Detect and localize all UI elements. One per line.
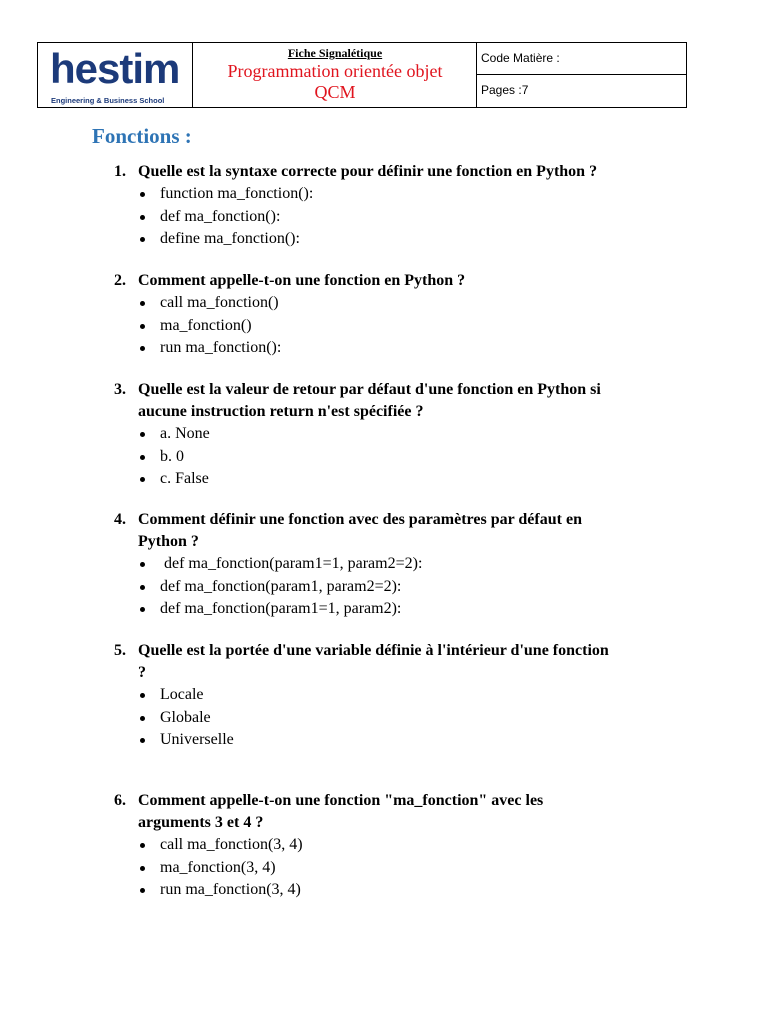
answer-option-text: function ma_fonction(): <box>160 185 314 202</box>
answer-option <box>114 857 674 879</box>
question-item <box>114 509 684 621</box>
answer-option <box>114 879 674 901</box>
logo-wordmark: hestim <box>50 45 180 92</box>
logo-tagline: Engineering & Business School <box>51 96 165 105</box>
question-text: Quelle est la syntaxe correcte pour définir une fonction en Python ? <box>138 163 598 180</box>
answer-option-text: def ma_fonction(): <box>160 207 281 225</box>
question-number: 4. <box>114 511 126 528</box>
question-item <box>114 161 684 251</box>
bullet-icon <box>140 477 145 482</box>
answer-option-text: c. False <box>160 470 209 487</box>
answer-option <box>114 292 674 314</box>
answer-option <box>114 553 674 575</box>
answer-option-text: run ma_fonction(3, 4) <box>160 881 301 898</box>
answer-option <box>114 315 674 337</box>
answer-option-text: def ma_fonction(param1=1, param2=2): <box>160 555 423 572</box>
question-text: Comment appelle-t-on une fonction en Python ? <box>138 272 466 289</box>
answer-option-text: def ma_fonction(param1=1, param2): <box>160 600 402 617</box>
bullet-icon <box>140 324 145 329</box>
answer-option-text: b. 0 <box>160 447 184 465</box>
section-title: Fonctions : <box>92 124 192 148</box>
pages-label: Pages :7 <box>481 83 529 97</box>
answer-option-text: Globale <box>160 708 211 726</box>
answer-option <box>114 337 674 359</box>
bullet-icon <box>140 192 145 197</box>
answer-option-text: Locale <box>160 686 204 703</box>
question-text: ? <box>138 664 146 681</box>
question-number: 3. <box>114 381 126 398</box>
bullet-icon <box>140 237 145 242</box>
question-text: Comment définir une fonction avec des paramètres par défaut en <box>138 511 582 528</box>
answer-option <box>114 183 674 205</box>
qcm-label: QCM <box>314 82 356 102</box>
bullet-icon <box>140 301 145 306</box>
fiche-label: Fiche Signalétique <box>287 46 383 60</box>
answer-option-text: ma_fonction(3, 4) <box>160 858 276 876</box>
header-title-cell <box>193 43 477 107</box>
bullet-icon <box>140 738 145 743</box>
bullet-icon <box>140 866 145 871</box>
question-item <box>114 790 684 902</box>
question-item <box>114 640 684 752</box>
hestim-logo <box>50 45 184 105</box>
question-text: Python ? <box>138 533 199 550</box>
answer-option <box>114 576 674 598</box>
question-number: 6. <box>114 792 126 809</box>
answer-option-text: def ma_fonction(param1, param2=2): <box>160 577 402 595</box>
answer-option-text: a. None <box>160 425 210 442</box>
document-header <box>37 42 687 108</box>
bullet-icon <box>140 843 145 848</box>
question-number: 1. <box>114 163 126 180</box>
question-text: Quelle est la valeur de retour par défaut d'une fonction en Python si <box>138 381 601 398</box>
answer-option <box>114 707 674 729</box>
bullet-icon <box>140 562 145 567</box>
question-number: 2. <box>114 272 126 289</box>
question-number: 5. <box>114 642 126 659</box>
bullet-icon <box>140 693 145 698</box>
question-item <box>114 270 684 360</box>
answer-option <box>114 468 674 490</box>
answer-option-text: call ma_fonction() <box>160 294 279 311</box>
question-item <box>114 379 684 491</box>
answer-option-text: ma_fonction() <box>160 316 252 334</box>
bullet-icon <box>140 607 145 612</box>
answer-option <box>114 228 674 250</box>
bullet-icon <box>140 455 145 460</box>
question-text: Quelle est la portée d'une variable définie à l'intérieur d'une fonction <box>138 642 609 659</box>
answer-option <box>114 834 674 856</box>
answer-option <box>114 684 674 706</box>
question-text: arguments 3 et 4 ? <box>138 814 264 831</box>
header-divider <box>477 74 686 75</box>
answer-option-text: Universelle <box>160 731 234 748</box>
bullet-icon <box>140 432 145 437</box>
course-title: Programmation orientée objet <box>227 61 443 81</box>
answer-option <box>114 423 674 445</box>
answer-option-text: call ma_fonction(3, 4) <box>160 836 303 853</box>
code-matiere-label: Code Matière : <box>481 51 560 65</box>
bullet-icon <box>140 346 145 351</box>
bullet-icon <box>140 215 145 220</box>
answer-option <box>114 729 674 751</box>
bullet-icon <box>140 888 145 893</box>
question-text: aucune instruction return n'est spécifiée ? <box>138 403 424 420</box>
answer-option <box>114 598 674 620</box>
answer-option <box>114 206 674 228</box>
answer-option-text: run ma_fonction(): <box>160 339 282 356</box>
question-text: Comment appelle-t-on une fonction "ma_fonction" avec les <box>138 792 544 809</box>
answer-option <box>114 446 674 468</box>
bullet-icon <box>140 716 145 721</box>
answer-option-text: define ma_fonction(): <box>160 230 300 247</box>
bullet-icon <box>140 585 145 590</box>
